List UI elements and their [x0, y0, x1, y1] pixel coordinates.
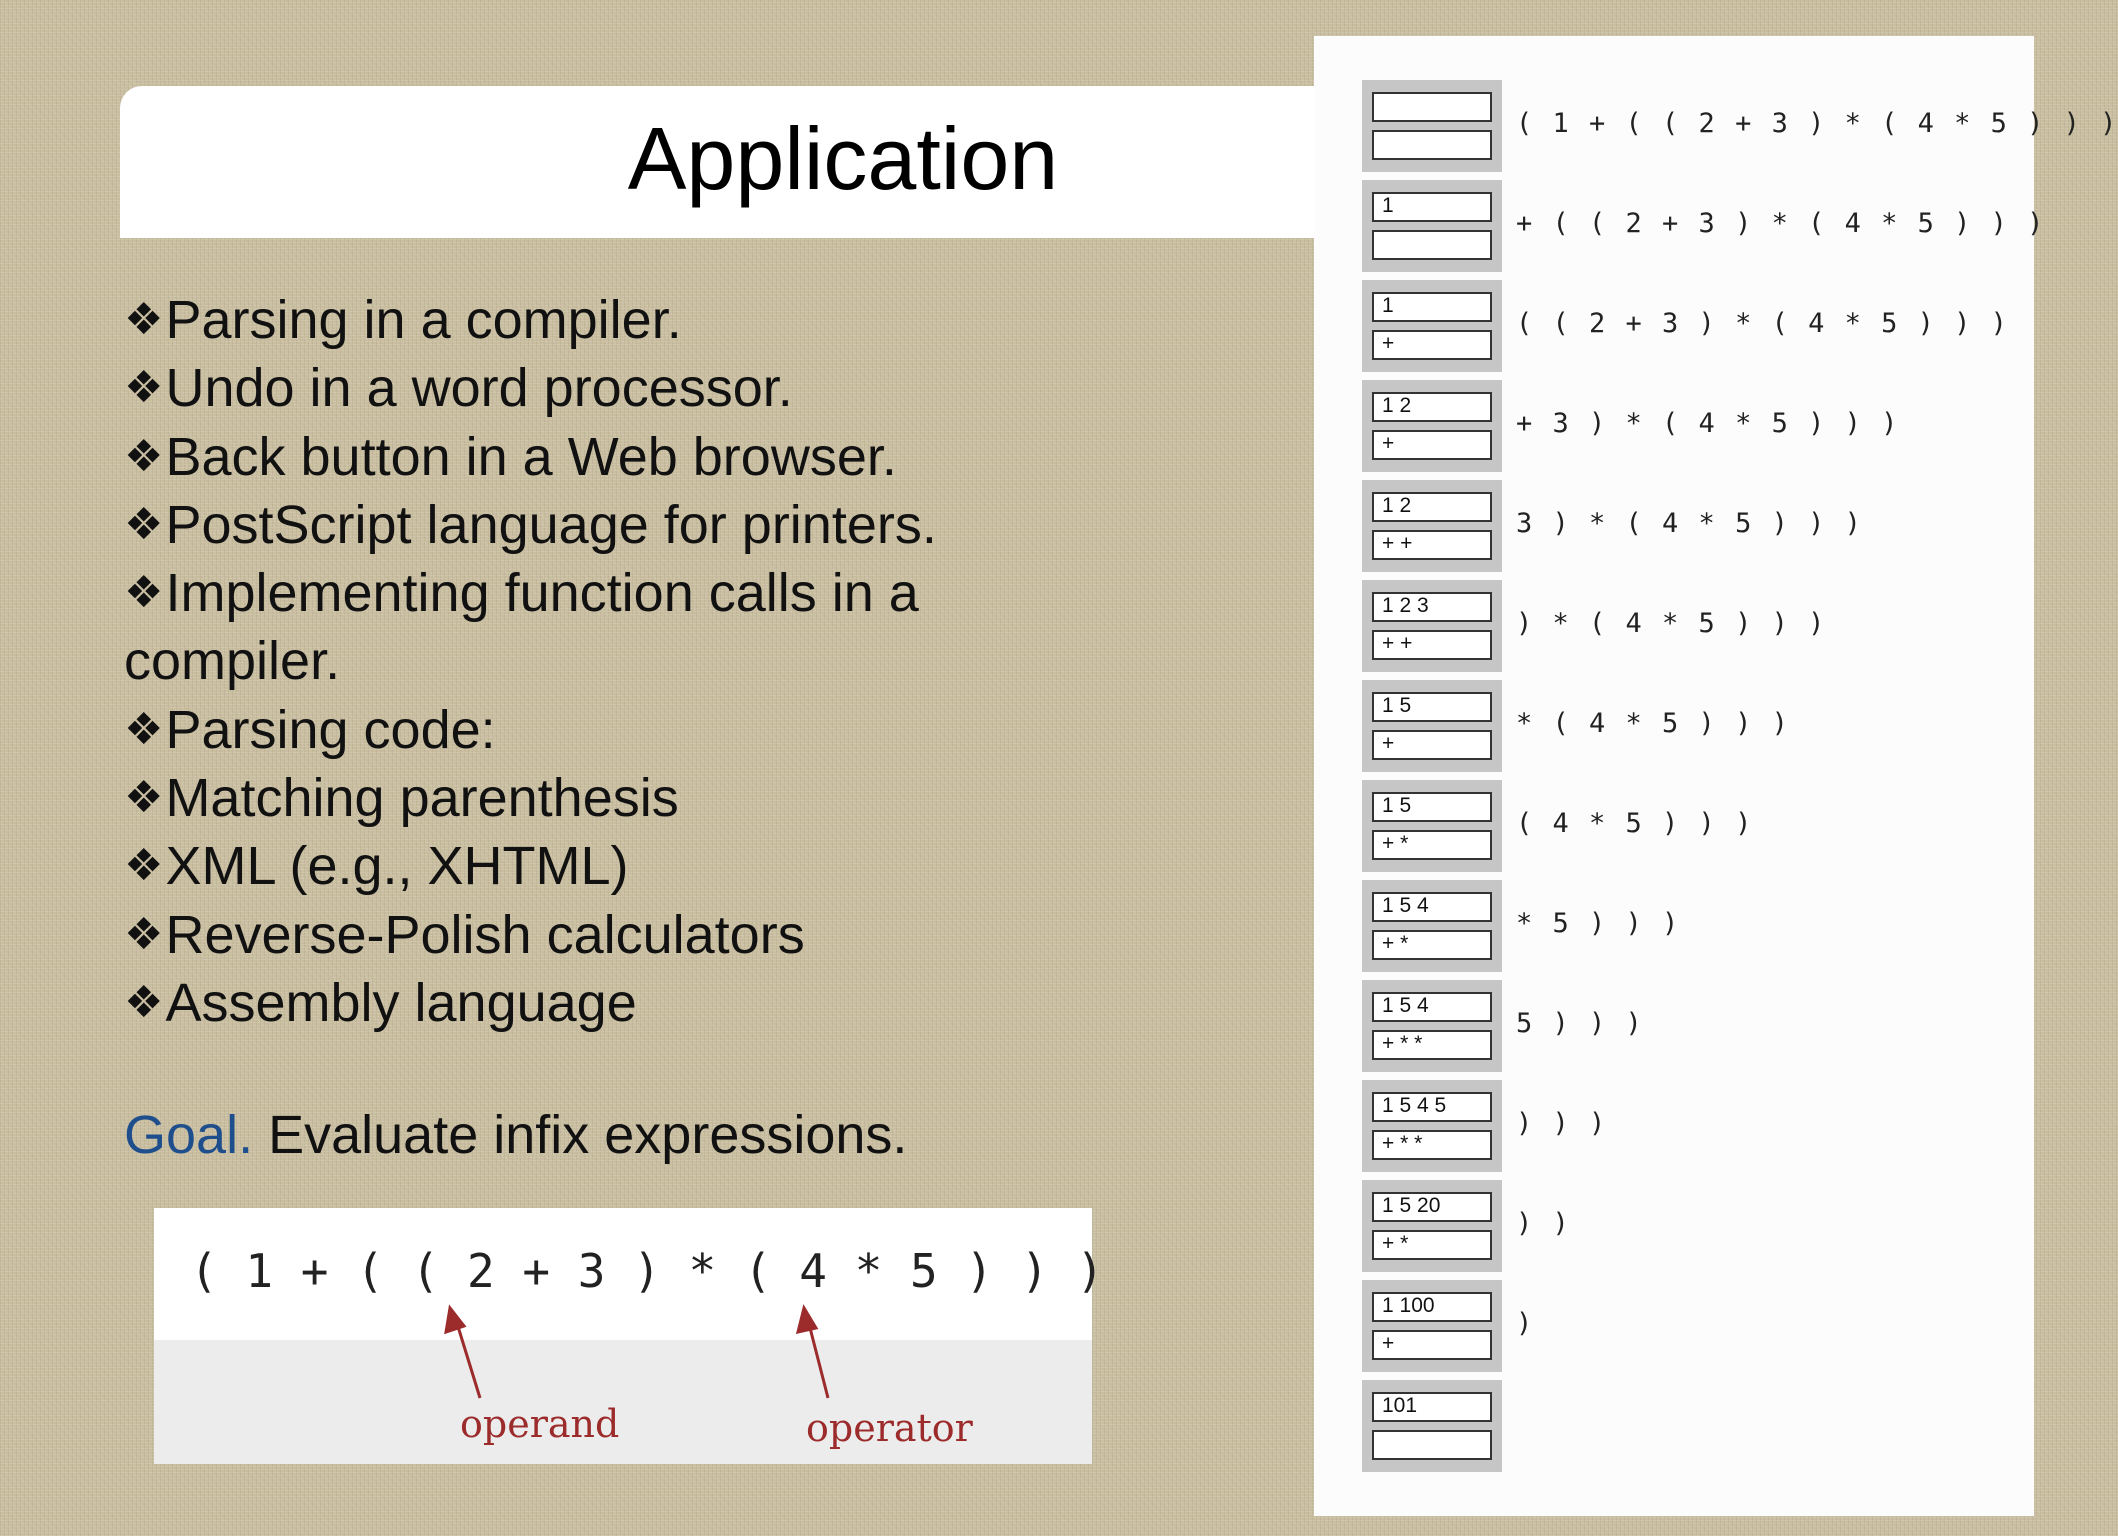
diamond-bullet-icon: ❖ [124, 498, 164, 550]
diamond-bullet-icon: ❖ [124, 703, 164, 755]
stack-pair [1362, 80, 1502, 172]
expression-text: ( 1 + ( ( 2 + 3 ) * ( 4 * 5 ) ) ) [190, 1244, 1104, 1298]
diamond-bullet-icon: ❖ [124, 430, 164, 482]
bullet-continuation: compiler. [124, 631, 341, 692]
bullet-text: PostScript language for printers. [165, 494, 937, 555]
stack-pair [1362, 680, 1502, 772]
bullet-item [124, 423, 1024, 491]
operator-stack [1372, 130, 1492, 160]
value-stack: 1 [1372, 192, 1492, 222]
trace-row [1314, 980, 2034, 1072]
stack-pair [1362, 580, 1502, 672]
bullet-item [124, 286, 1024, 354]
diamond-bullet-icon: ❖ [124, 772, 164, 824]
diamond-bullet-icon: ❖ [124, 294, 164, 345]
operator-stack: + [1372, 730, 1492, 760]
bullet-item [124, 696, 1024, 764]
stack-pair [1362, 1380, 1502, 1472]
trace-row [1314, 80, 2118, 172]
bullet-text: Parsing in a compiler. [165, 290, 682, 350]
trace-row [1314, 480, 2034, 572]
remaining-expression: * ( 4 * 5 ) ) ) [1516, 708, 1790, 739]
operator-stack: + [1372, 430, 1492, 460]
goal-text: Evaluate infix expressions. [268, 1105, 908, 1165]
diamond-bullet-icon: ❖ [124, 908, 164, 960]
value-stack [1372, 92, 1492, 122]
stack-pair [1362, 280, 1502, 372]
bullet-text: Undo in a word processor. [165, 358, 793, 419]
trace-row [1314, 1180, 2034, 1272]
operator-stack: + * [1372, 830, 1492, 860]
diamond-bullet-icon: ❖ [124, 362, 164, 414]
remaining-expression: 3 ) * ( 4 * 5 ) ) ) [1516, 508, 1863, 539]
trace-row [1314, 680, 2034, 772]
operator-label: operator [806, 1406, 973, 1450]
evaluation-trace-panel [1314, 36, 2118, 1516]
remaining-expression: ( 4 * 5 ) ) ) [1516, 808, 1754, 839]
remaining-expression: + ( ( 2 + 3 ) * ( 4 * 5 ) ) ) [1516, 208, 2046, 239]
trace-row [1314, 380, 2034, 472]
diamond-bullet-icon: ❖ [124, 567, 164, 619]
slide-title: Application [627, 109, 1059, 208]
remaining-expression: ) ) ) [1516, 1108, 1608, 1139]
remaining-expression: 5 ) ) ) [1516, 1008, 1644, 1039]
bullet-item [124, 559, 1024, 627]
operator-stack: + * * [1372, 1130, 1492, 1160]
operator-stack: + * [1372, 1230, 1492, 1260]
stack-pair [1362, 480, 1502, 572]
diamond-bullet-icon: ❖ [124, 976, 164, 1028]
operator-stack: + * * [1372, 1030, 1492, 1060]
trace-row [1314, 1080, 2034, 1172]
operator-stack: + [1372, 330, 1492, 360]
remaining-expression: ) * ( 4 * 5 ) ) ) [1516, 608, 1827, 639]
value-stack: 1 5 20 [1372, 1192, 1492, 1222]
bullet-item [124, 491, 1024, 559]
value-stack: 1 100 [1372, 1292, 1492, 1322]
remaining-expression: ( ( 2 + 3 ) * ( 4 * 5 ) ) ) [1516, 308, 2009, 339]
bullet-text: Matching parenthesis [165, 768, 679, 829]
operator-stack: + + [1372, 530, 1492, 560]
diamond-bullet-icon: ❖ [124, 840, 164, 892]
bullet-item [124, 901, 1024, 969]
value-stack: 1 2 [1372, 492, 1492, 522]
bullet-text: Reverse-Polish calculators [165, 904, 805, 965]
bullet-text: XML (e.g., XHTML) [165, 836, 629, 897]
bullet-text: Parsing code: [165, 699, 496, 760]
stack-pair [1362, 1180, 1502, 1272]
value-stack: 1 5 [1372, 692, 1492, 722]
stack-pair [1362, 180, 1502, 272]
trace-row [1314, 580, 2034, 672]
goal-label: Goal. [124, 1105, 254, 1165]
bullet-item [124, 354, 1024, 422]
remaining-expression: ) ) [1516, 1208, 1571, 1239]
goal-statement [124, 1104, 907, 1166]
bullet-text: Assembly language [165, 972, 637, 1033]
operand-label: operand [460, 1402, 620, 1446]
stack-pair [1362, 880, 1502, 972]
stack-pair [1362, 1280, 1502, 1372]
remaining-expression: ( 1 + ( ( 2 + 3 ) * ( 4 * 5 ) ) ) [1516, 108, 2118, 139]
trace-row [1314, 880, 2034, 972]
value-stack: 1 5 4 5 [1372, 1092, 1492, 1122]
trace-row [1314, 1380, 2034, 1472]
remaining-expression: ) [1516, 1308, 1535, 1339]
expression-figure [154, 1208, 1104, 1464]
value-stack: 1 5 [1372, 792, 1492, 822]
bullet-item [124, 969, 1024, 1037]
bullet-item [124, 764, 1024, 832]
value-stack: 1 5 4 [1372, 992, 1492, 1022]
stack-pair [1362, 980, 1502, 1072]
value-stack: 101 [1372, 1392, 1492, 1422]
bullet-text: Back button in a Web browser. [165, 426, 897, 487]
bullet-text: Implementing function calls in a [165, 563, 919, 624]
trace-row [1314, 1280, 2034, 1372]
bullet-list [124, 286, 1024, 1037]
operator-stack: + [1372, 1330, 1492, 1360]
operator-stack: + * [1372, 930, 1492, 960]
stack-pair [1362, 780, 1502, 872]
remaining-expression: * 5 ) ) ) [1516, 908, 1681, 939]
trace-row [1314, 780, 2034, 872]
value-stack: 1 [1372, 292, 1492, 322]
operator-arrow-icon [798, 1308, 828, 1398]
operator-stack: + + [1372, 630, 1492, 660]
trace-row [1314, 280, 2034, 372]
value-stack: 1 5 4 [1372, 892, 1492, 922]
bullet-item [124, 832, 1024, 900]
operator-stack [1372, 230, 1492, 260]
value-stack: 1 2 [1372, 392, 1492, 422]
stack-pair [1362, 1080, 1502, 1172]
operator-stack [1372, 1430, 1492, 1460]
remaining-expression: + 3 ) * ( 4 * 5 ) ) ) [1516, 408, 1900, 439]
stack-pair [1362, 380, 1502, 472]
value-stack: 1 2 3 [1372, 592, 1492, 622]
operand-arrow-icon [446, 1308, 480, 1398]
trace-row [1314, 180, 2046, 272]
